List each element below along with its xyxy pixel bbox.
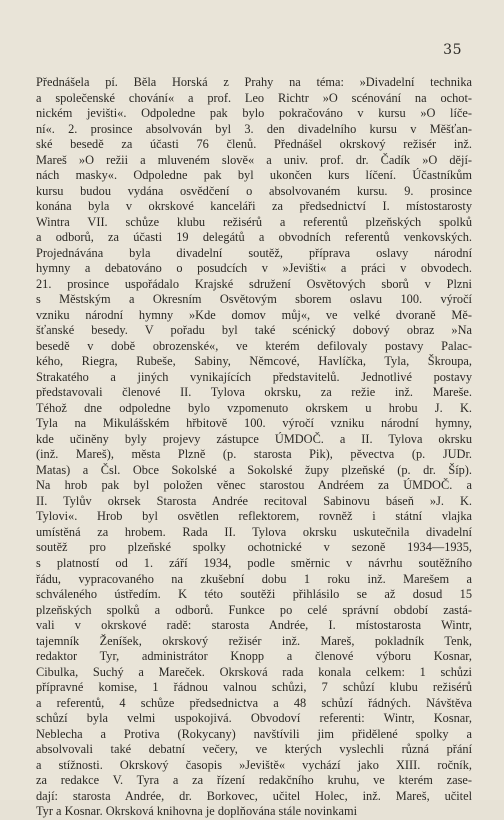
text-line: s platností od 1. září 1934, podle směrnic v návrhu soutěžního <box>36 555 472 570</box>
text-line: dají: starosta Andrée, dr. Borkovec, učitel Holec, inž. Mareš, učitel <box>36 788 472 803</box>
text-line: kde učiněny byly projevy zástupce ÚMDOČ. a II. Tylova okrsku <box>36 431 472 446</box>
text-line: Tyr a Kosnar. Okrsková knihovna je doplňována stále novinkami <box>36 804 358 819</box>
text-line: nách masky«. Odpoledne pak byl ukončen kurs líčení. Účastníkům <box>36 168 472 183</box>
text-line: Tyla na Mikulášském hřbitově 100. výročí vzniku národní hymny, <box>36 416 472 431</box>
text-line: Cibulka, Suchý a Mareček. Okrsková rada konala celkem: 1 schůzi <box>36 664 472 679</box>
text-line: redaktor Tyr, administrátor Knopp a členové výboru Kosnar, <box>36 649 472 664</box>
text-line: konána byla v okrskové kanceláři za předsednictví I. místostarosty <box>36 199 472 214</box>
text-line: schůzí byla velmi uspokojivá. Obvodoví referenti: Wintr, Kosnar, <box>36 711 472 726</box>
text-line: a odborů, za účasti 19 delegátů a obvodních referentů venkovských. <box>36 230 472 245</box>
text-line: plzeňských spolků a odborů. Funkce po celé správní období zastá- <box>36 602 472 617</box>
text-line: hymny a debatováno o posudcích v »Jevišti« a práci v obvodech. <box>36 261 472 276</box>
text-line: představovali členové II. Tylova okrsku, za režie inž. Mareše. <box>36 385 472 400</box>
text-line: vali v okrskové radě: starosta Andrée, I. místostarosta Wintr, <box>36 618 472 633</box>
text-line: za redakce V. Tyra a za řízení redakčního kruhu, ve kterém zase- <box>36 773 472 788</box>
text-line: nickém jevišti«. Odpoledne pak bylo pokračováno v kursu »O líče- <box>36 106 472 121</box>
text-line: Strakatého a jiných vynikajících představitelů. Jednotlivé postavy <box>36 369 472 384</box>
text-line: Téhož dne odpoledne bylo vzpomenuto okrskem u hrobu J. K. <box>36 400 472 415</box>
text-line: Matas) a Čsl. Obce Sokolské a Sokolské župy plzeňské (p. dr. Šíp). <box>36 462 472 477</box>
text-line: řádu, vypracovaného na zkušební dobu 1 roku inž. Marešem a <box>36 571 472 586</box>
text-line: 21. prosince uspořádalo Krajské sdružení Osvětových sborů v Plzni <box>36 276 472 291</box>
text-line: tajemník Ženíšek, okrskový režisér inž. Mareš, pokladník Tenk, <box>36 633 472 648</box>
text-line: a referentů, 4 schůze předsednictva a 48 schůzí řádných. Návštěva <box>36 695 472 710</box>
text-line: kého, Riegra, Rubeše, Sabiny, Němcové, Havlíčka, Tyla, Škroupa, <box>36 354 472 369</box>
text-line: umístěná za hrobem. Rada II. Tylova okrsku uskutečnila divadelní <box>36 524 472 539</box>
text-line: schváleného ústředím. K této soutěži přihlásilo se až dosud 15 <box>36 587 472 602</box>
text-line: a společenské chování« a prof. Leo Richtr »O scénování na ochot- <box>36 90 472 105</box>
text-line: s Městským a Okresním Osvětovým sborem oslavu 100. výročí <box>36 292 472 307</box>
body-text <box>36 75 472 820</box>
text-line: soutěž pro plzeňské spolky ochotnické v sezoně 1934—1935, <box>36 540 472 555</box>
text-line: přípravné komise, 1 řádnou valnou schůzi, 7 schůzí klubu režisérů <box>36 680 472 695</box>
text-line: Neblecha a Protiva (Rokycany) navštívili jim přidělené spolky a <box>36 726 472 741</box>
text-line: šťanské besedy. V pořadu byl také scénický dobový obraz »Na <box>36 323 472 338</box>
text-line: vzniku národní hymny »Kde domov můj«, ve velké dvoraně Mě- <box>36 307 472 322</box>
text-line: Tylovi«. Hrob byl osvětlen reflektorem, rovněž i státní vlajka <box>36 509 472 524</box>
text-line: ské besedě za účasti 76 členů. Přednášel okrskový režisér inž. <box>36 137 472 152</box>
text-line: Projednávána byla divadelní soutěž, příprava oslavy národní <box>36 245 472 260</box>
text-line: kursu budou vydána osvědčení o absolvovaném kursu. 9. prosince <box>36 183 472 198</box>
page-number: 35 <box>443 42 462 58</box>
text-line: Na hrob pak byl položen věnec starostou Andréem za ÚMDOČ. a <box>36 478 472 493</box>
text-line: Wintra VII. schůze klubu režisérů a referentů plzeňských spolků <box>36 214 472 229</box>
text-line: a stížnosti. Okrskový časopis »Jeviště« vychází jako XIII. ročník, <box>36 757 472 772</box>
text-line: Přednášela pí. Běla Horská z Prahy na téma: »Divadelní technika <box>36 75 472 89</box>
text-line: absolvovali také debatní večery, ve kterých vyslechli různá přání <box>36 742 472 757</box>
text-line: (inž. Mareš), města Plzně (p. starosta Pik), pěvectva (p. JUDr. <box>36 447 472 462</box>
text-line: II. Tylův okrsek Starosta Andrée recitoval Sabinovu báseň »J. K. <box>36 493 472 508</box>
text-line: ní«. 2. prosince absolvován byl 3. den divadelního kursu v Měšťan- <box>36 121 472 136</box>
text-line: besedě v době obrozenské«, ve kterém defilovaly postavy Palac- <box>36 338 472 353</box>
text-line: Mareš »O režii a mluveném slově« a univ. prof. dr. Čadík »O dějí- <box>36 152 472 167</box>
